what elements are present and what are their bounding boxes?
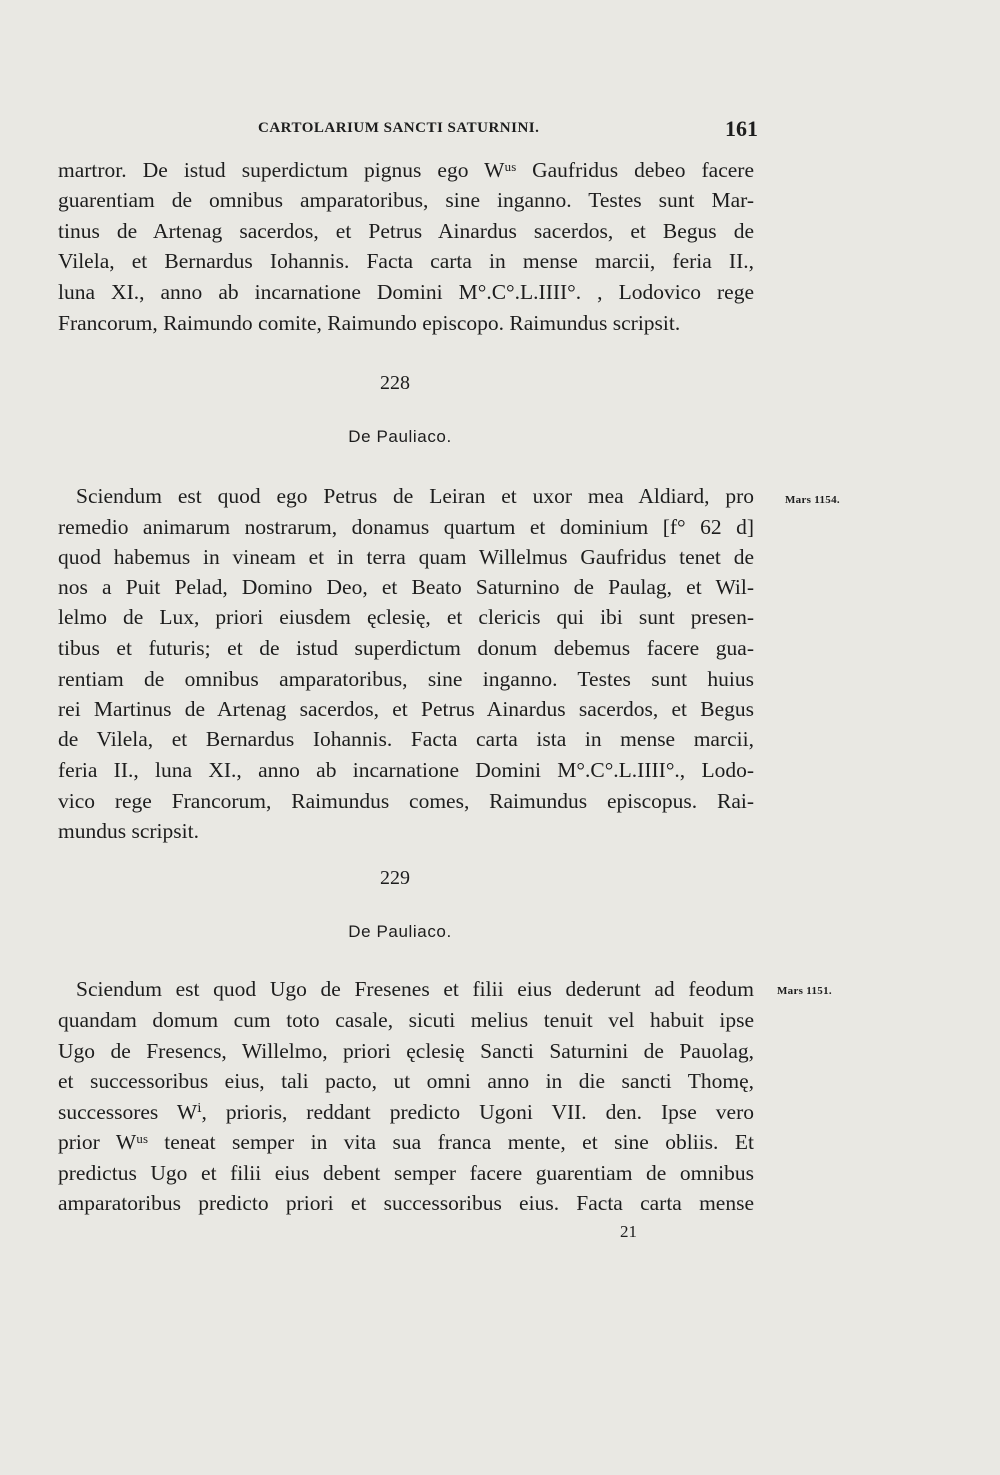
text-line: amparatoribus predicto priori et successoribus eius. Facta carta mense xyxy=(58,1191,754,1215)
text-line: luna XI., anno ab incarnatione Domini M°.C°.L.IIII°. , Lodovico rege xyxy=(58,280,754,304)
charter-number: 229 xyxy=(380,867,410,889)
text-line: martror. De istud superdictum pignus ego Wᵘˢ Gaufridus debeo facere xyxy=(58,158,754,182)
margin-date: Mars 1151. xyxy=(777,985,832,997)
text-line: predictus Ugo et filii eius debent semper facere guarentiam de omnibus xyxy=(58,1161,754,1185)
text-line: successores Wⁱ, prioris, reddant predicto Ugoni VII. den. Ipse vero xyxy=(58,1100,754,1124)
running-header xyxy=(58,116,758,148)
text-line: Vilela, et Bernardus Iohannis. Facta carta in mense marcii, feria II., xyxy=(58,249,754,273)
text-line: et successoribus eius, tali pacto, ut omni anno in die sancti Thomę, xyxy=(58,1069,754,1093)
charter-title: De Pauliaco. xyxy=(348,427,452,446)
text-line: lelmo de Lux, priori eiusdem ęclesię, et clericis qui ibi sunt presen- xyxy=(58,605,754,629)
text-line: Francorum, Raimundo comite, Raimundo episcopo. Raimundus scripsit. xyxy=(58,311,681,335)
charter-number: 228 xyxy=(380,372,410,394)
text-line: de Vilela, et Bernardus Iohannis. Facta carta ista in mense marcii, xyxy=(58,727,754,751)
text-line: tinus de Artenag sacerdos, et Petrus Ainardus sacerdos, et Begus de xyxy=(58,219,754,243)
text-line: Sciendum est quod Ugo de Fresenes et filii eius dederunt ad feodum xyxy=(76,977,754,1001)
text-line: rei Martinus de Artenag sacerdos, et Petrus Ainardus sacerdos, et Begus xyxy=(58,697,754,721)
text-line: Sciendum est quod ego Petrus de Leiran et uxor mea Aldiard, pro xyxy=(76,484,754,508)
text-line: feria II., luna XI., anno ab incarnatione Domini M°.C°.L.IIII°., Lodo- xyxy=(58,758,754,782)
text-line: rentiam de omnibus amparatoribus, sine inganno. Testes sunt huius xyxy=(58,667,754,691)
text-line: quod habemus in vineam et in terra quam Willelmus Gaufridus tenet de xyxy=(58,545,754,569)
text-line: mundus scripsit. xyxy=(58,819,199,843)
charter-title: De Pauliaco. xyxy=(348,922,452,941)
header-title: CARTOLARIUM SANCTI SATURNINI. xyxy=(258,120,540,136)
text-line: prior Wᵘˢ teneat semper in vita sua franca mente, et sine obliis. Et xyxy=(58,1130,754,1154)
signature-mark: 21 xyxy=(620,1222,637,1241)
text-line: vico rege Francorum, Raimundus comes, Raimundus episcopus. Rai- xyxy=(58,789,754,813)
text-line: nos a Puit Pelad, Domino Deo, et Beato Saturnino de Paulag, et Wil- xyxy=(58,575,754,599)
text-line: guarentiam de omnibus amparatoribus, sine inganno. Testes sunt Mar- xyxy=(58,188,754,212)
page-number: 161 xyxy=(725,116,758,141)
text-line: remedio animarum nostrarum, donamus quartum et dominium [f° 62 d] xyxy=(58,515,754,539)
text-line: Ugo de Fresencs, Willelmo, priori ęclesię Sancti Saturnini de Pauolag, xyxy=(58,1039,754,1063)
margin-date: Mars 1154. xyxy=(785,494,840,506)
text-line: quandam domum cum toto casale, sicuti melius tenuit vel habuit ipse xyxy=(58,1008,754,1032)
text-line: tibus et futuris; et de istud superdictum donum debemus facere gua- xyxy=(58,636,754,660)
